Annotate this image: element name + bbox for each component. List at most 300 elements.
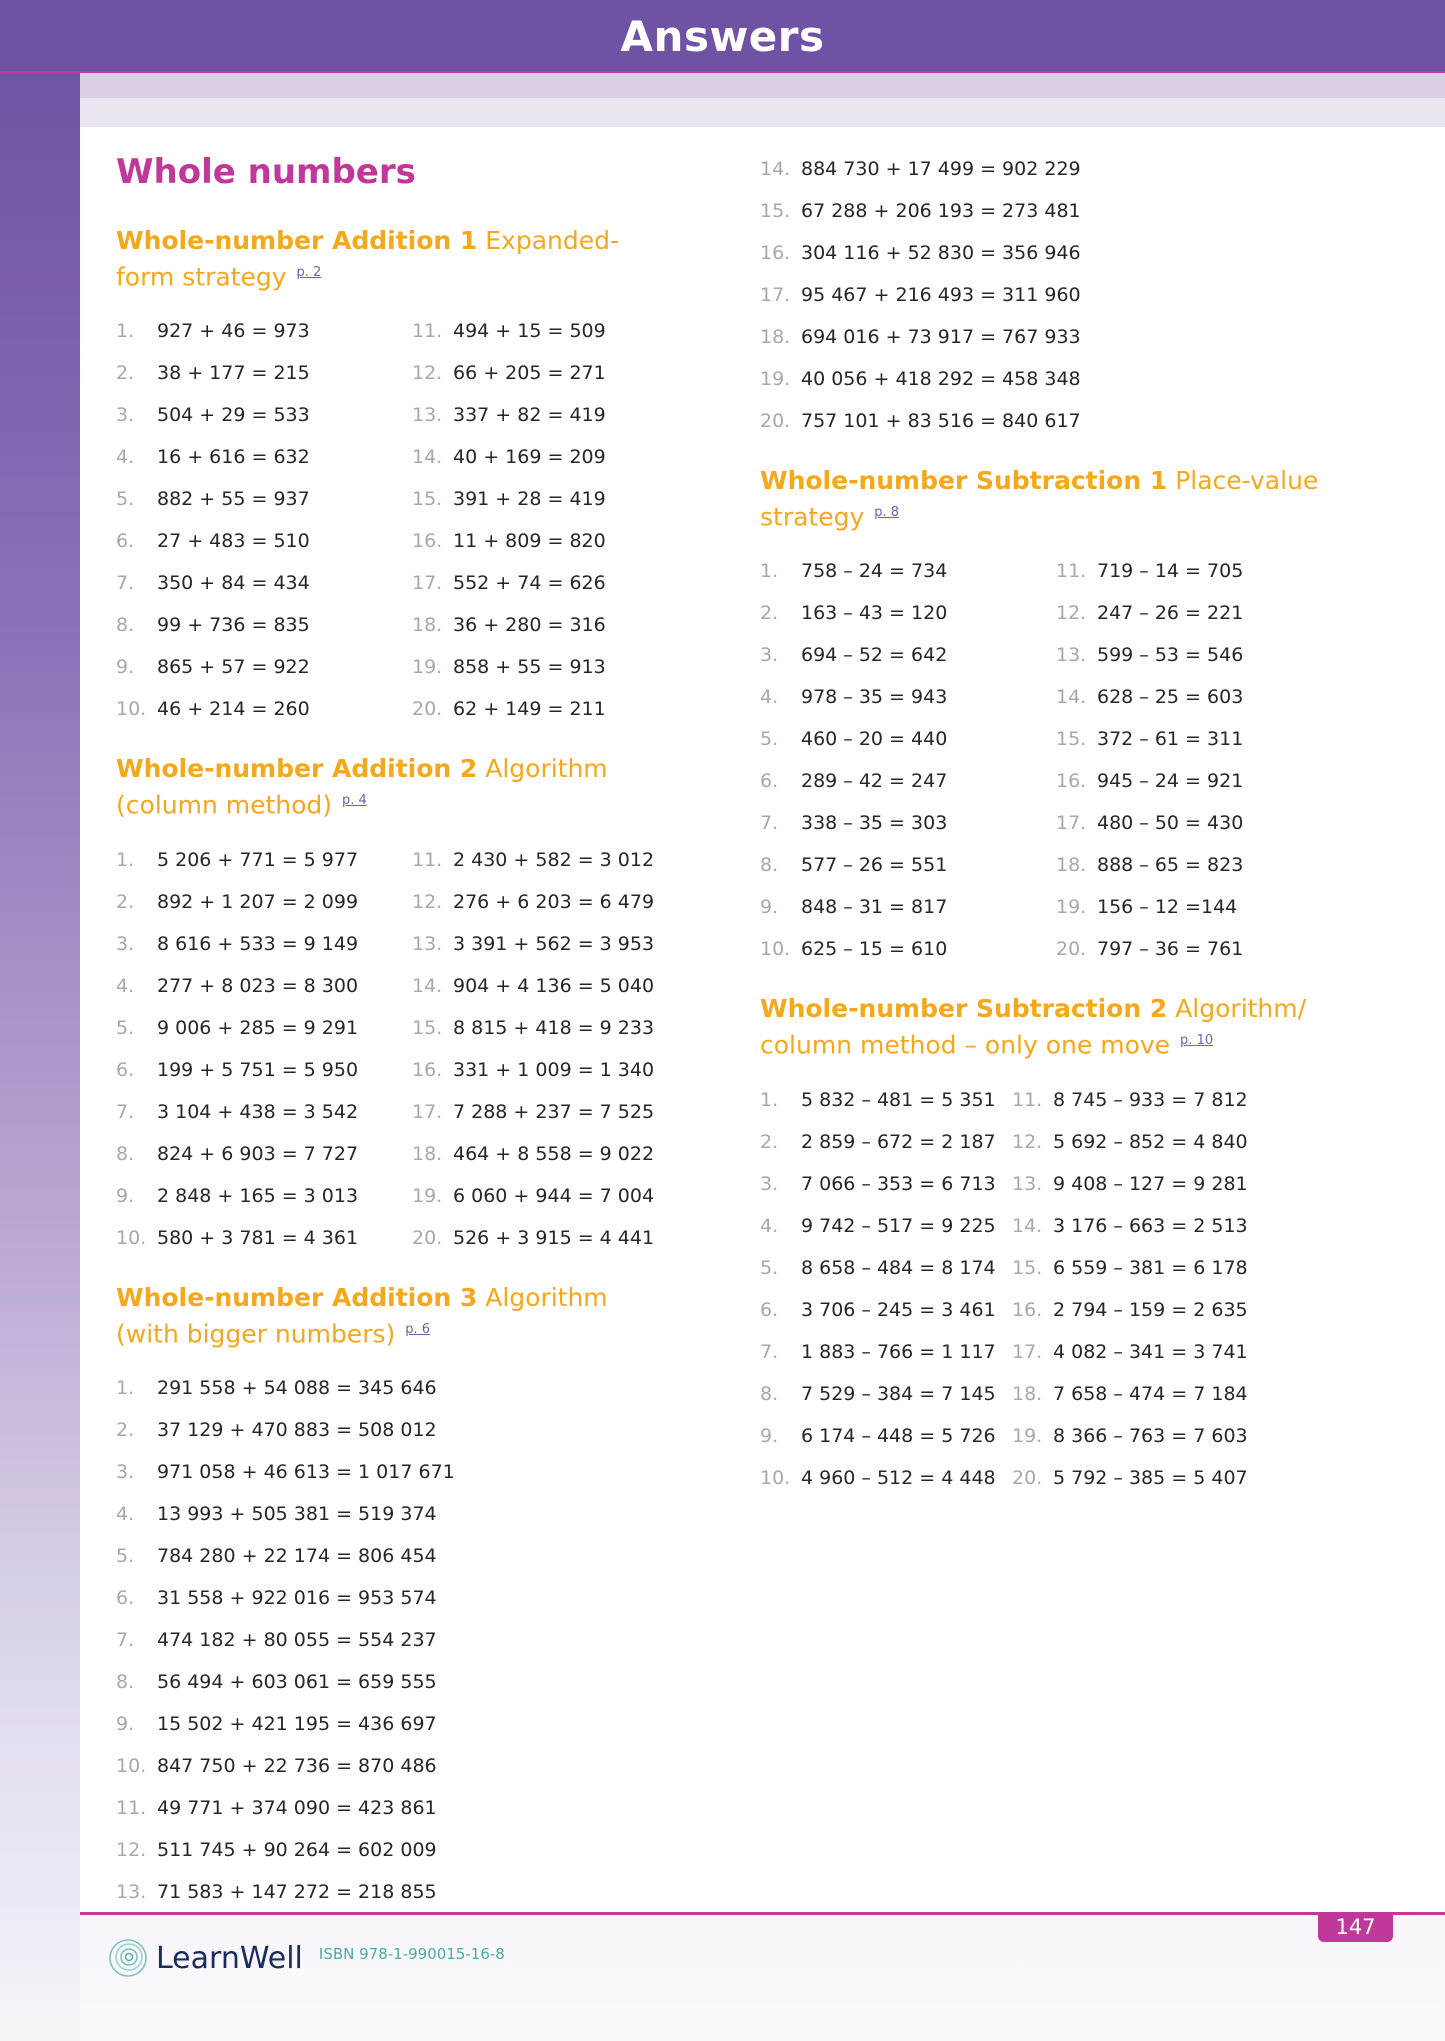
section-title: Whole-number Addition 1 <box>116 226 478 255</box>
answer-number: 7. <box>760 812 779 835</box>
answer-row <box>116 1367 676 1409</box>
answer-number: 4. <box>116 974 135 997</box>
header-band <box>80 73 1445 98</box>
answer-number: 11. <box>412 848 443 871</box>
answer-row <box>760 592 1056 634</box>
answer-row <box>760 1415 1012 1457</box>
answer-equation: 824 + 6 903 = 7 727 <box>157 1142 359 1165</box>
answer-number: 11. <box>1056 560 1087 583</box>
answer-row <box>116 1661 676 1703</box>
section-heading <box>760 465 1380 533</box>
answer-row <box>116 1409 676 1451</box>
answer-row <box>1056 718 1380 760</box>
answer-row <box>116 1871 676 1913</box>
answer-equation: 16 + 616 = 632 <box>157 446 310 469</box>
answer-number: 15. <box>412 488 443 511</box>
answer-number: 20. <box>760 410 791 432</box>
answer-number: 7. <box>116 1100 135 1123</box>
answer-number: 19. <box>760 368 791 390</box>
answer-number: 9. <box>116 1712 135 1735</box>
answer-row <box>412 394 676 436</box>
answer-equation: 927 + 46 = 973 <box>157 320 310 343</box>
answer-number: 9. <box>116 1184 135 1207</box>
answer-number: 7. <box>116 572 135 595</box>
answer-equation: 7 288 + 237 = 7 525 <box>453 1100 655 1123</box>
answer-section <box>116 753 676 1258</box>
page-reference-link[interactable]: p. 2 <box>296 265 322 280</box>
answer-equation: 4 960 – 512 = 4 448 <box>801 1466 996 1489</box>
answer-row <box>412 1091 676 1133</box>
answer-number: 10. <box>760 1466 791 1489</box>
answer-row <box>1012 1163 1380 1205</box>
answer-row <box>1056 676 1380 718</box>
brand-name: LearnWell <box>156 1940 303 1976</box>
answer-row <box>760 1373 1012 1415</box>
answer-section <box>760 465 1380 970</box>
answer-equation: 40 056 + 418 292 = 458 348 <box>801 368 1081 390</box>
answer-equation: 848 – 31 = 817 <box>801 896 948 919</box>
answer-number: 14. <box>1012 1214 1043 1237</box>
answer-row <box>760 1121 1012 1163</box>
answer-row <box>760 676 1056 718</box>
isbn: ISBN 978-1-990015-16-8 <box>318 1945 505 1963</box>
answer-number: 15. <box>760 200 791 222</box>
answer-row <box>1056 928 1380 970</box>
answer-row <box>412 923 676 965</box>
answer-row <box>116 688 412 730</box>
answer-equation: 391 + 28 = 419 <box>453 488 606 511</box>
answer-equation: 247 – 26 = 221 <box>1097 602 1244 625</box>
answer-equation: 372 – 61 = 311 <box>1097 728 1244 751</box>
answer-number: 17. <box>1012 1340 1043 1363</box>
answer-row <box>1056 886 1380 928</box>
answer-equation: 694 – 52 = 642 <box>801 644 948 667</box>
answer-row <box>412 478 676 520</box>
answer-number: 12. <box>116 1838 147 1861</box>
answer-row <box>116 923 412 965</box>
answer-number: 17. <box>412 1100 443 1123</box>
answer-list <box>116 310 676 730</box>
answer-equation: 625 – 15 = 610 <box>801 938 948 961</box>
answer-row <box>412 965 676 1007</box>
answer-equation: 719 – 14 = 705 <box>1097 560 1244 583</box>
section-title: Whole-number Subtraction 2 <box>760 994 1168 1024</box>
answer-number: 7. <box>760 1340 779 1363</box>
header-title: Answers <box>620 12 825 61</box>
section-heading <box>116 753 676 821</box>
answer-number: 11. <box>116 1796 147 1819</box>
answer-row <box>116 965 412 1007</box>
section-subtitle: Algorithm (with bigger numbers) <box>116 1282 608 1348</box>
answer-row <box>760 1457 1012 1499</box>
answer-number: 8. <box>116 1670 135 1693</box>
answer-row <box>1056 760 1380 802</box>
answer-equation: 464 + 8 558 = 9 022 <box>453 1142 655 1165</box>
answer-row <box>116 839 412 881</box>
answer-equation: 3 104 + 438 = 3 542 <box>157 1100 359 1123</box>
answer-equation: 552 + 74 = 626 <box>453 572 606 595</box>
answer-equation: 40 + 169 = 209 <box>453 446 606 469</box>
answer-number: 3. <box>116 932 135 955</box>
answer-number: 16. <box>412 530 443 553</box>
answer-number: 18. <box>760 326 791 348</box>
answer-row <box>1012 1079 1380 1121</box>
answer-equation: 67 288 + 206 193 = 273 481 <box>801 200 1081 222</box>
answer-row <box>1012 1247 1380 1289</box>
answer-equation: 2 859 – 672 = 2 187 <box>801 1130 996 1153</box>
answer-number: 6. <box>116 1586 135 1609</box>
answer-row <box>116 1493 676 1535</box>
answer-equation: 904 + 4 136 = 5 040 <box>453 974 655 997</box>
answer-equation: 9 742 – 517 = 9 225 <box>801 1214 996 1237</box>
answer-equation: 8 658 – 484 = 8 174 <box>801 1256 996 1279</box>
answer-number: 19. <box>1056 896 1087 919</box>
answer-equation: 9 006 + 285 = 9 291 <box>157 1016 359 1039</box>
answer-equation: 945 – 24 = 921 <box>1097 770 1244 793</box>
answer-equation: 526 + 3 915 = 4 441 <box>453 1226 655 1249</box>
answer-number: 3. <box>760 1172 779 1195</box>
answer-row <box>116 604 412 646</box>
answer-number: 5. <box>116 1544 135 1567</box>
answer-row <box>1012 1331 1380 1373</box>
answer-row <box>760 148 1380 190</box>
answer-number: 1. <box>760 560 779 583</box>
answer-row <box>1012 1289 1380 1331</box>
answer-row <box>116 1133 412 1175</box>
answer-list <box>760 550 1380 970</box>
answer-row <box>760 718 1056 760</box>
answer-number: 15. <box>412 1016 443 1039</box>
answer-equation: 797 – 36 = 761 <box>1097 938 1244 961</box>
answer-row <box>116 646 412 688</box>
answer-number: 4. <box>116 446 135 469</box>
answer-equation: 8 366 – 763 = 7 603 <box>1053 1424 1248 1447</box>
answer-equation: 156 – 12 =144 <box>1097 896 1238 919</box>
section-title: Whole-number Addition 2 <box>116 754 478 784</box>
answer-equation: 2 848 + 165 = 3 013 <box>157 1184 359 1207</box>
answer-equation: 350 + 84 = 434 <box>157 572 310 595</box>
page-title: Whole numbers <box>116 152 416 192</box>
answer-row <box>116 1745 676 1787</box>
answer-row <box>760 1163 1012 1205</box>
answer-equation: 599 – 53 = 546 <box>1097 644 1244 667</box>
left-column <box>116 150 676 1936</box>
answer-row <box>412 1133 676 1175</box>
answer-equation: 971 058 + 46 613 = 1 017 671 <box>157 1460 455 1483</box>
answer-equation: 62 + 149 = 211 <box>453 698 606 721</box>
answer-number: 14. <box>412 974 443 997</box>
answer-row <box>116 352 412 394</box>
answer-equation: 163 – 43 = 120 <box>801 602 948 625</box>
answer-row <box>760 190 1380 232</box>
answer-equation: 199 + 5 751 = 5 950 <box>157 1058 359 1081</box>
page-reference-link[interactable]: p. 8 <box>874 505 900 520</box>
answer-equation: 694 016 + 73 917 = 767 933 <box>801 326 1081 348</box>
answer-row <box>760 1079 1012 1121</box>
answer-equation: 6 559 – 381 = 6 178 <box>1053 1256 1248 1279</box>
answer-row <box>116 1535 676 1577</box>
answer-row <box>1056 634 1380 676</box>
answer-row <box>412 352 676 394</box>
answer-equation: 337 + 82 = 419 <box>453 404 606 427</box>
answer-equation: 36 + 280 = 316 <box>453 614 606 637</box>
answer-equation: 758 – 24 = 734 <box>801 560 948 583</box>
answer-row <box>116 1175 412 1217</box>
answer-number: 19. <box>1012 1424 1043 1447</box>
answer-row <box>1012 1373 1380 1415</box>
answer-number: 14. <box>412 446 443 469</box>
answer-equation: 5 792 – 385 = 5 407 <box>1053 1466 1248 1489</box>
answer-number: 17. <box>412 572 443 595</box>
answer-row <box>412 436 676 478</box>
answer-row <box>760 802 1056 844</box>
answer-equation: 27 + 483 = 510 <box>157 530 310 553</box>
answer-equation: 276 + 6 203 = 6 479 <box>453 890 655 913</box>
answer-number: 1. <box>116 848 135 871</box>
answer-row <box>1056 844 1380 886</box>
answer-number: 13. <box>116 1880 147 1903</box>
answer-number: 6. <box>760 1298 779 1321</box>
answer-number: 2. <box>116 890 135 913</box>
page-number: 147 <box>1318 1914 1393 1942</box>
answer-equation: 4 082 – 341 = 3 741 <box>1053 1340 1248 1363</box>
answer-row <box>760 274 1380 316</box>
answer-equation: 978 – 35 = 943 <box>801 686 948 709</box>
page-reference-link[interactable]: p. 6 <box>405 1321 431 1337</box>
answer-equation: 99 + 736 = 835 <box>157 614 310 637</box>
answer-number: 9. <box>760 1424 779 1447</box>
answer-number: 11. <box>412 320 443 343</box>
answer-row <box>412 839 676 881</box>
answer-number: 13. <box>412 404 443 427</box>
answer-row <box>116 436 412 478</box>
answer-number: 12. <box>412 890 443 913</box>
answer-number: 5. <box>116 1016 135 1039</box>
answer-row <box>1012 1457 1380 1499</box>
answer-equation: 480 – 50 = 430 <box>1097 812 1244 835</box>
answer-row <box>116 1703 676 1745</box>
answer-number: 1. <box>760 1088 779 1111</box>
answer-equation: 49 771 + 374 090 = 423 861 <box>157 1796 437 1819</box>
answer-equation: 38 + 177 = 215 <box>157 362 310 385</box>
answer-equation: 8 815 + 418 = 9 233 <box>453 1016 655 1039</box>
answer-row <box>116 478 412 520</box>
answer-row <box>116 881 412 923</box>
answer-equation: 31 558 + 922 016 = 953 574 <box>157 1586 437 1609</box>
answer-row <box>412 1007 676 1049</box>
answer-equation: 5 692 – 852 = 4 840 <box>1053 1130 1248 1153</box>
answer-equation: 291 558 + 54 088 = 345 646 <box>157 1376 437 1399</box>
answer-row <box>116 1007 412 1049</box>
answer-row <box>760 316 1380 358</box>
answer-equation: 892 + 1 207 = 2 099 <box>157 890 359 913</box>
answer-section <box>116 1282 676 1913</box>
answer-section <box>116 225 676 730</box>
answer-equation: 6 060 + 944 = 7 004 <box>453 1184 655 1207</box>
answer-equation: 882 + 55 = 937 <box>157 488 310 511</box>
answer-equation: 66 + 205 = 271 <box>453 362 606 385</box>
answer-number: 3. <box>760 644 779 667</box>
answer-row <box>1056 802 1380 844</box>
answer-number: 4. <box>116 1502 135 1525</box>
answer-number: 6. <box>116 1058 135 1081</box>
answer-number: 8. <box>760 854 779 877</box>
answer-row <box>116 1577 676 1619</box>
answer-number: 19. <box>412 656 443 679</box>
answer-number: 2. <box>760 602 779 625</box>
answer-number: 1. <box>116 320 135 343</box>
answer-number: 3. <box>116 1460 135 1483</box>
answer-row <box>1012 1121 1380 1163</box>
answer-number: 2. <box>116 1418 135 1441</box>
answer-equation: 580 + 3 781 = 4 361 <box>157 1226 359 1249</box>
answer-row <box>760 550 1056 592</box>
answer-number: 19. <box>412 1184 443 1207</box>
spiral-logo-icon <box>108 1938 148 1978</box>
section-subtitle: Algorithm/ column method – only one move <box>760 994 1307 1060</box>
page-reference-link[interactable]: p. 4 <box>342 793 367 809</box>
answer-row <box>760 232 1380 274</box>
answer-equation: 95 467 + 216 493 = 311 960 <box>801 284 1081 306</box>
answer-equation: 8 745 – 933 = 7 812 <box>1053 1088 1248 1111</box>
answer-equation: 3 176 – 663 = 2 513 <box>1053 1214 1248 1237</box>
answer-equation: 304 116 + 52 830 = 356 946 <box>801 242 1081 264</box>
answer-number: 6. <box>760 770 779 793</box>
answer-row <box>412 1217 676 1259</box>
answer-equation: 5 206 + 771 = 5 977 <box>157 848 359 871</box>
answer-row <box>412 688 676 730</box>
answer-row <box>116 1829 676 1871</box>
answer-row <box>412 604 676 646</box>
section-subtitle: Algorithm (column method) <box>116 754 608 820</box>
answer-number: 16. <box>1012 1298 1043 1321</box>
section-heading <box>116 1282 676 1350</box>
answer-row <box>760 358 1380 400</box>
answer-equation: 888 – 65 = 823 <box>1097 854 1244 877</box>
answer-row <box>412 881 676 923</box>
answer-number: 12. <box>1012 1130 1043 1153</box>
answer-row <box>412 646 676 688</box>
answer-number: 13. <box>412 932 443 955</box>
answer-row <box>760 760 1056 802</box>
side-decoration <box>0 0 80 2041</box>
section-heading <box>116 225 676 293</box>
answer-number: 15. <box>1012 1256 1043 1279</box>
answer-row <box>116 394 412 436</box>
answer-number: 9. <box>116 656 135 679</box>
answer-equation: 331 + 1 009 = 1 340 <box>453 1058 655 1081</box>
answer-row <box>412 1049 676 1091</box>
answer-number: 2. <box>116 362 135 385</box>
answer-equation: 338 – 35 = 303 <box>801 812 948 835</box>
answer-equation: 289 – 42 = 247 <box>801 770 948 793</box>
answer-row <box>412 1175 676 1217</box>
answer-section <box>760 993 1380 1498</box>
answer-equation: 37 129 + 470 883 = 508 012 <box>157 1418 437 1441</box>
answer-equation: 757 101 + 83 516 = 840 617 <box>801 410 1081 432</box>
answer-number: 9. <box>760 896 779 919</box>
answer-row <box>760 886 1056 928</box>
answer-number: 14. <box>760 158 791 180</box>
answer-number: 20. <box>412 1226 443 1249</box>
answer-number: 16. <box>760 242 791 264</box>
section-title: Whole-number Subtraction 1 <box>760 466 1168 495</box>
answer-number: 16. <box>1056 770 1087 793</box>
answer-number: 18. <box>412 1142 443 1165</box>
section-subtitle: Expanded-form strategy <box>116 226 619 292</box>
answer-equation: 46 + 214 = 260 <box>157 698 310 721</box>
answer-number: 7. <box>116 1628 135 1651</box>
answer-number: 17. <box>760 284 791 306</box>
answer-row <box>760 1331 1012 1373</box>
answer-number: 4. <box>760 686 779 709</box>
answer-equation: 884 730 + 17 499 = 902 229 <box>801 158 1081 180</box>
answer-row <box>116 1049 412 1091</box>
answer-row <box>412 562 676 604</box>
page-reference-link[interactable]: p. 10 <box>1180 1033 1214 1049</box>
answer-number: 15. <box>1056 728 1087 751</box>
answer-equation: 494 + 15 = 509 <box>453 320 606 343</box>
right-column <box>760 148 1380 1522</box>
answer-list <box>760 1079 1380 1499</box>
answer-number: 10. <box>116 1754 147 1777</box>
answer-row <box>1056 550 1380 592</box>
answer-number: 16. <box>412 1058 443 1081</box>
answer-equation: 56 494 + 603 061 = 659 555 <box>157 1670 437 1693</box>
answer-equation: 784 280 + 22 174 = 806 454 <box>157 1544 437 1567</box>
answer-equation: 1 883 – 766 = 1 117 <box>801 1340 996 1363</box>
answer-equation: 2 794 – 159 = 2 635 <box>1053 1298 1248 1321</box>
answer-equation: 847 750 + 22 736 = 870 486 <box>157 1754 437 1777</box>
answer-number: 13. <box>1012 1172 1043 1195</box>
answer-equation: 460 – 20 = 440 <box>801 728 948 751</box>
answer-equation: 511 745 + 90 264 = 602 009 <box>157 1838 437 1861</box>
answer-number: 12. <box>412 362 443 385</box>
answer-number: 8. <box>116 614 135 637</box>
answer-equation: 2 430 + 582 = 3 012 <box>453 848 655 871</box>
answer-equation: 577 – 26 = 551 <box>801 854 948 877</box>
answer-equation: 7 066 – 353 = 6 713 <box>801 1172 996 1195</box>
answer-equation: 11 + 809 = 820 <box>453 530 606 553</box>
header-band-light <box>80 98 1445 127</box>
answer-list <box>116 839 676 1259</box>
answer-equation: 3 706 – 245 = 3 461 <box>801 1298 996 1321</box>
answer-equation: 474 182 + 80 055 = 554 237 <box>157 1628 437 1651</box>
answer-number: 2. <box>760 1130 779 1153</box>
section-subtitle: Place-value strategy <box>760 466 1319 532</box>
answer-row <box>116 562 412 604</box>
answer-row <box>1056 592 1380 634</box>
answer-number: 18. <box>1012 1382 1043 1405</box>
answer-equation: 858 + 55 = 913 <box>453 656 606 679</box>
answer-section <box>760 148 1380 442</box>
answer-number: 11. <box>1012 1088 1043 1111</box>
answer-number: 10. <box>760 938 791 961</box>
answer-number: 4. <box>760 1214 779 1237</box>
answer-number: 5. <box>760 1256 779 1279</box>
answer-equation: 3 391 + 562 = 3 953 <box>453 932 655 955</box>
section-heading <box>760 993 1380 1061</box>
answer-number: 5. <box>760 728 779 751</box>
answer-equation: 13 993 + 505 381 = 519 374 <box>157 1502 437 1525</box>
answer-row <box>116 1787 676 1829</box>
header-bar <box>0 0 1445 73</box>
answer-number: 18. <box>1056 854 1087 877</box>
answer-row <box>760 928 1056 970</box>
answer-row <box>760 634 1056 676</box>
answer-number: 1. <box>116 1376 135 1399</box>
answer-equation: 7 529 – 384 = 7 145 <box>801 1382 996 1405</box>
